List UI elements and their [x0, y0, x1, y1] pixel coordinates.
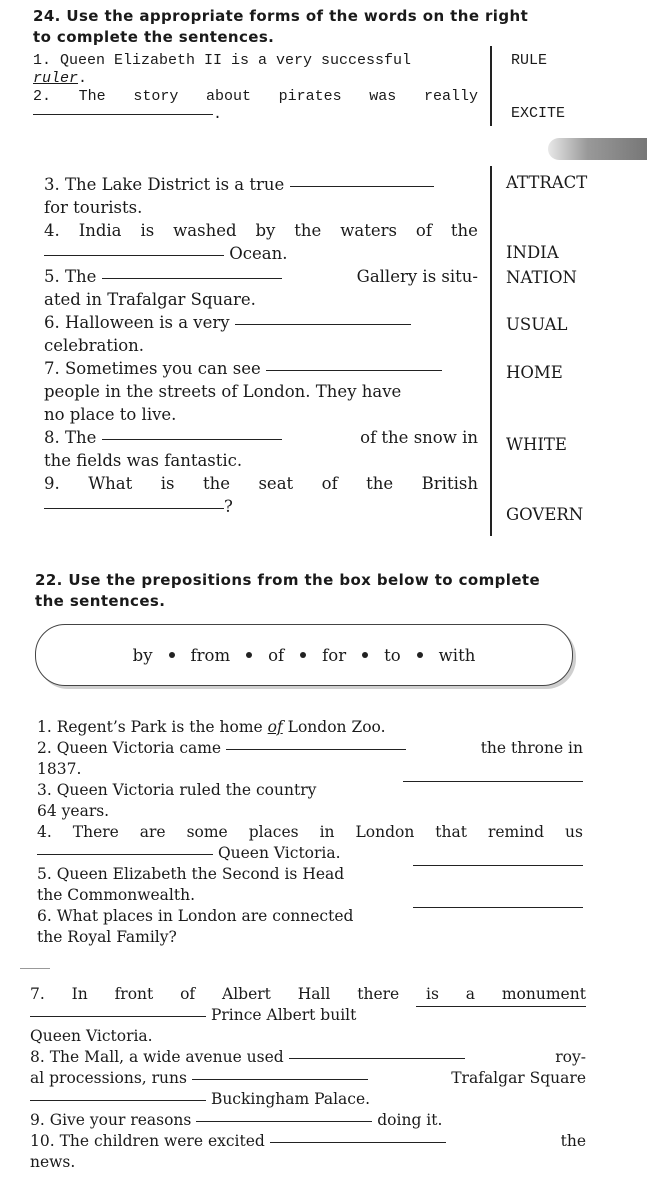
bullet-icon: [246, 652, 252, 658]
exercise-24-title-line2: to complete the sentences.: [33, 28, 275, 46]
keyword-govern: GOVERN: [506, 505, 584, 524]
column-divider-top: [490, 46, 492, 126]
keyword-attract: ATTRACT: [506, 173, 588, 192]
answer-blank[interactable]: [413, 906, 583, 908]
column-divider-main: [490, 166, 492, 536]
bullet-icon: [169, 652, 175, 658]
example-answer-of: of: [267, 718, 283, 736]
separator-mark: [20, 968, 50, 969]
preposition-of: of: [268, 645, 285, 665]
answer-blank[interactable]: [44, 507, 224, 509]
preposition-to: to: [384, 645, 401, 665]
keyword-white: WHITE: [506, 435, 567, 454]
ex22-sentences-7-10: 7. In front of Albert Hall there is a monument Prince Albert built Queen Victoria. 8. The Mall, a wide avenue used roy- al processions, runs Trafalgar Square Buckingham Palace. 9. Give your reasons doing it. 10. The children were excited the news.: [30, 985, 586, 1171]
bullet-icon: [417, 652, 423, 658]
preposition-for: for: [322, 645, 347, 665]
exercise-24-heading: [33, 6, 623, 48]
ex24-sentences-3-9: 3. The Lake District is a true for tourists. 4. India is washed by the waters of the Ocean. 5. The Gallery is situ- ated in Trafalgar Square. 6. Halloween is a very celebration. 7. Sometimes you can see people in the streets of London. They have no place to live. 8. The of the snow in the fields was fantastic. 9. What is the seat of the British ?: [44, 175, 478, 516]
answer-blank[interactable]: [416, 1005, 586, 1007]
keyword-nation: NATION: [506, 268, 577, 287]
bullet-icon: [300, 652, 306, 658]
keyword-rule: RULE: [511, 52, 548, 69]
preposition-box: [35, 624, 573, 686]
page-tab-decoration: [548, 138, 647, 160]
answer-blank[interactable]: [270, 1141, 446, 1143]
answer-blank[interactable]: [413, 864, 583, 866]
keyword-home: HOME: [506, 363, 563, 382]
ex24-sentence-2: 2. The story about pirates was really .: [33, 88, 478, 123]
preposition-from: from: [190, 645, 231, 665]
answer-blank[interactable]: [226, 748, 406, 750]
exercise-22-heading: [35, 570, 615, 612]
answer-blank[interactable]: [403, 780, 583, 782]
answer-blank[interactable]: [192, 1078, 368, 1080]
answer-blank[interactable]: [266, 369, 442, 371]
ex24-sentence-1: 1. Queen Elizabeth II is a very successful ruler.: [33, 52, 412, 87]
preposition-by: by: [132, 645, 153, 665]
exercise-22-title-line2: the sentences.: [35, 592, 166, 610]
answer-blank[interactable]: [30, 1015, 206, 1017]
answer-blank[interactable]: [33, 113, 213, 115]
answer-blank[interactable]: [290, 185, 434, 187]
answer-blank[interactable]: [235, 323, 411, 325]
example-answer-ruler: ruler: [33, 70, 79, 87]
answer-blank[interactable]: [102, 438, 282, 440]
keyword-excite: EXCITE: [511, 105, 566, 122]
ex22-sentences-1-6: 1. Regent’s Park is the home of London Zoo. 2. Queen Victoria came the throne in 1837. 3. Queen Victoria ruled the country 64 years. 4. There are some places in London that remind us Queen Victoria. 5. Queen Elizabeth the Second is Head the Commonwealth. 6. What places in London are connected the Royal Family?: [37, 718, 583, 946]
exercise-22-title-line1: 22. Use the prepositions from the box below to complete: [35, 571, 541, 589]
answer-blank[interactable]: [102, 277, 282, 279]
answer-blank[interactable]: [30, 1099, 206, 1101]
exercise-24-title-line1: 24. Use the appropriate forms of the words on the right: [33, 7, 529, 25]
bullet-icon: [362, 652, 368, 658]
keyword-india: INDIA: [506, 243, 559, 262]
answer-blank[interactable]: [37, 853, 213, 855]
answer-blank[interactable]: [289, 1057, 465, 1059]
answer-blank[interactable]: [44, 254, 224, 256]
answer-blank[interactable]: [196, 1120, 372, 1122]
keyword-usual: USUAL: [506, 315, 568, 334]
preposition-with: with: [438, 645, 476, 665]
